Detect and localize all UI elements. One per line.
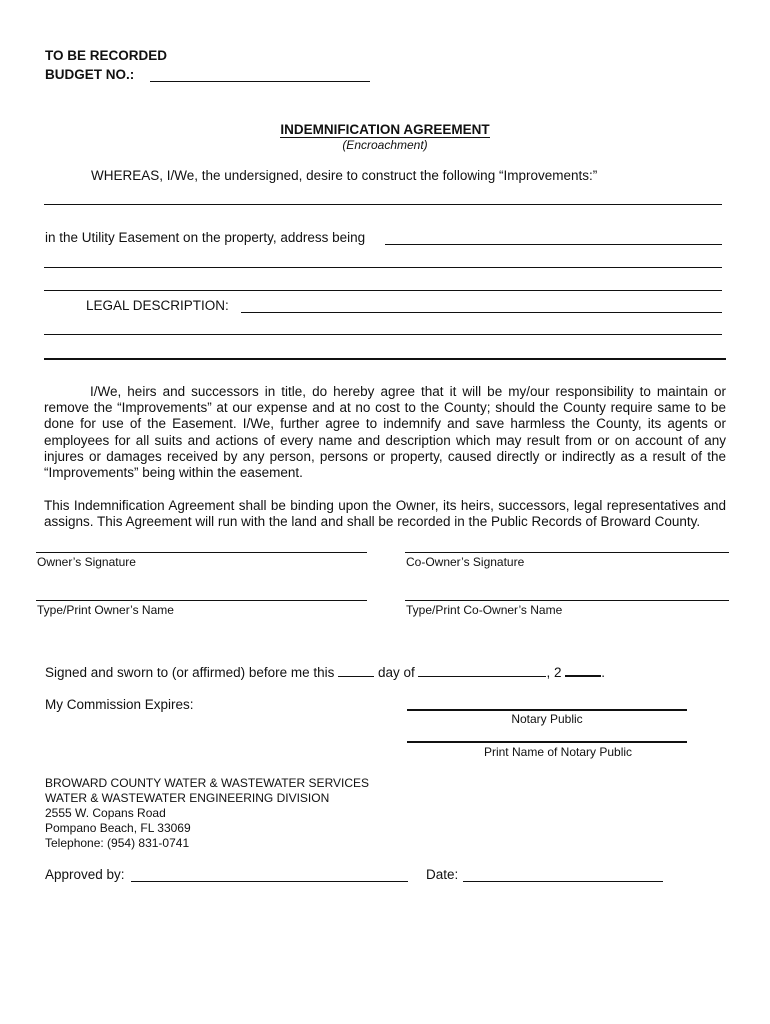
address-field-line-2[interactable] bbox=[44, 267, 722, 268]
notary-public-label: Notary Public bbox=[511, 712, 583, 726]
whereas-text: WHEREAS, I/We, the undersigned, desire to construct the following “Improvements:” bbox=[91, 168, 598, 183]
budget-label: BUDGET NO.: bbox=[45, 67, 135, 82]
owner-signature-line[interactable] bbox=[36, 552, 367, 553]
year-field[interactable] bbox=[565, 663, 601, 677]
coowner-signature-label: Co-Owner’s Signature bbox=[406, 555, 525, 569]
notary-name-line[interactable] bbox=[407, 741, 687, 743]
owner-name-label: Type/Print Owner’s Name bbox=[37, 603, 174, 617]
address-line-5: Telephone: (954) 831-0741 bbox=[45, 836, 190, 850]
notary-print-name-label: Print Name of Notary Public bbox=[483, 745, 633, 759]
address-line-3: 2555 W. Copans Road bbox=[45, 806, 166, 820]
day-field[interactable] bbox=[338, 664, 374, 677]
binding-paragraph: This Indemnification Agreement shall be binding upon the Owner, its heirs, successors, legal representatives and assigns. This Agreement will run with the land and shall be recorded in the Public Records of Broward County. bbox=[44, 498, 726, 530]
approved-by-field[interactable] bbox=[131, 881, 408, 882]
approved-by-label: Approved by: bbox=[45, 867, 125, 882]
notary-signature-line[interactable] bbox=[407, 709, 687, 711]
document-subtitle: (Encroachment) bbox=[342, 138, 428, 152]
sworn-statement bbox=[45, 663, 605, 681]
sworn-text-d: . bbox=[601, 665, 606, 680]
section-divider bbox=[44, 358, 726, 360]
date-field[interactable] bbox=[463, 881, 663, 882]
owner-name-line[interactable] bbox=[36, 600, 367, 601]
easement-label: in the Utility Easement on the property, address being bbox=[45, 230, 366, 245]
legal-description-field-line-2[interactable] bbox=[44, 334, 722, 335]
sworn-text-c: , 2 bbox=[546, 665, 562, 680]
budget-field[interactable] bbox=[150, 81, 370, 82]
sworn-text-a: Signed and sworn to (or affirmed) before me this bbox=[45, 665, 335, 680]
to-be-recorded: TO BE RECORDED bbox=[45, 48, 168, 63]
address-line-1: BROWARD COUNTY WATER & WASTEWATER SERVICES bbox=[45, 776, 370, 790]
address-line-2: WATER & WASTEWATER ENGINEERING DIVISION bbox=[45, 791, 330, 805]
improvements-field[interactable] bbox=[44, 204, 722, 205]
sworn-text-b: day of bbox=[377, 665, 415, 680]
legal-description-field[interactable] bbox=[241, 312, 722, 313]
coowner-signature-line[interactable] bbox=[405, 552, 729, 553]
month-field[interactable] bbox=[418, 664, 546, 677]
date-label: Date: bbox=[426, 867, 459, 882]
document-title: INDEMNIFICATION AGREEMENT bbox=[280, 122, 490, 137]
coowner-name-line[interactable] bbox=[405, 600, 729, 601]
address-field[interactable] bbox=[385, 244, 722, 245]
address-field-line-3[interactable] bbox=[44, 290, 722, 291]
owner-signature-label: Owner’s Signature bbox=[37, 555, 136, 569]
commission-expires-label: My Commission Expires: bbox=[45, 697, 194, 712]
coowner-name-label: Type/Print Co-Owner’s Name bbox=[406, 603, 563, 617]
responsibility-paragraph: I/We, heirs and successors in title, do hereby agree that it will be my/our responsibility to maintain or remove the “Improvements” at our expense and at no cost to the County; should the County require same to be done for use of the Easement. I/We, further agree to indemnify and save harmless the County, its agents or employees for all suits and actions of every name and description which may result from or on account of any injures or damages received by any person, persons or property, caused directly or indirectly as a result of the “Improvements” being within the easement. bbox=[44, 384, 726, 481]
address-line-4: Pompano Beach, FL 33069 bbox=[45, 821, 191, 835]
legal-description-label: LEGAL DESCRIPTION: bbox=[86, 298, 229, 313]
